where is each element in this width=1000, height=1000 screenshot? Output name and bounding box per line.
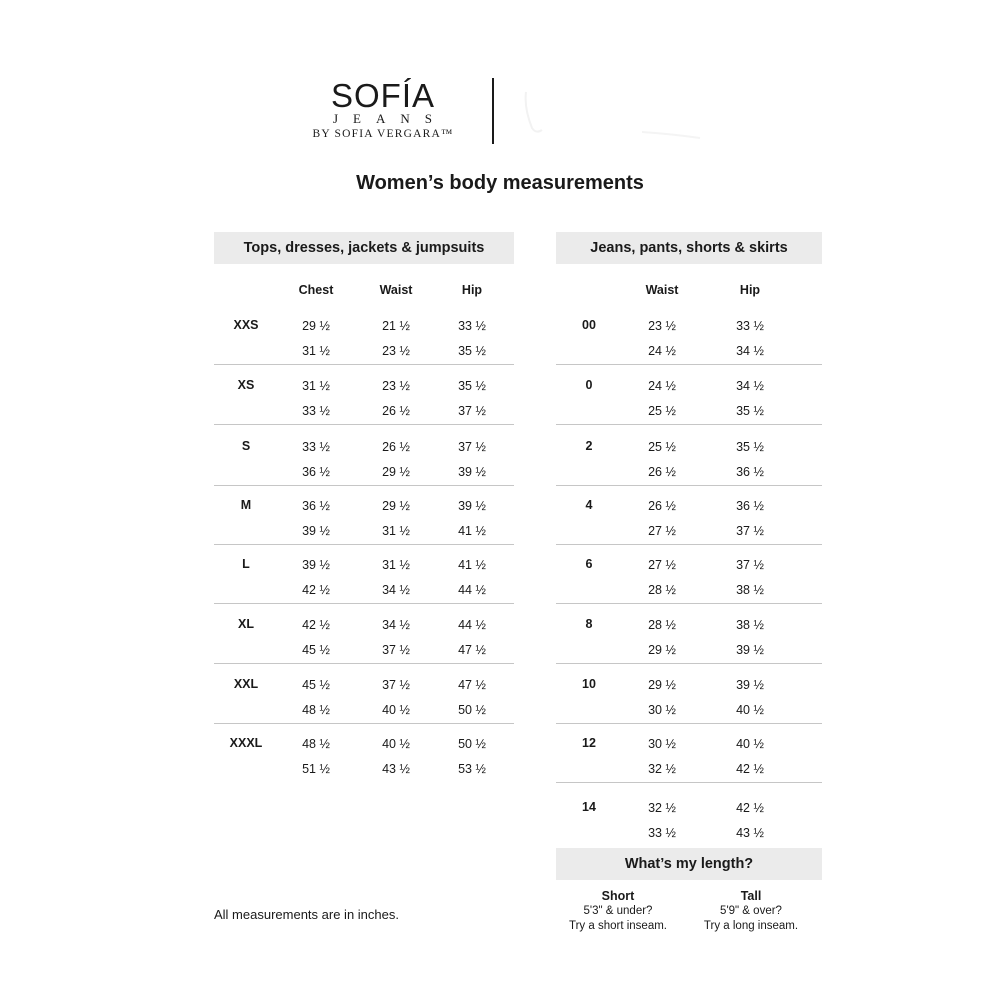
size-label: XS bbox=[237, 378, 255, 392]
bottoms-panel-header: Jeans, pants, shorts & skirts bbox=[556, 232, 822, 264]
bottoms-hip-max: 42 ½ bbox=[736, 762, 764, 776]
bottoms-hip-max: 37 ½ bbox=[736, 524, 764, 538]
bottoms-waist-min: 24 ½ bbox=[648, 379, 676, 393]
brand-logo bbox=[298, 77, 468, 142]
tops-size-row bbox=[214, 543, 514, 604]
tops-waist-max: 40 ½ bbox=[382, 703, 410, 717]
bottoms-waist-min: 30 ½ bbox=[648, 737, 676, 751]
bottoms-waist-min: 25 ½ bbox=[648, 440, 676, 454]
bottoms-waist-min: 23 ½ bbox=[648, 319, 676, 333]
bottoms-hip-min: 36 ½ bbox=[736, 499, 764, 513]
tops-waist-min: 40 ½ bbox=[382, 737, 410, 751]
bottoms-col-waist: Waist bbox=[645, 283, 679, 297]
tops-chest-max: 36 ½ bbox=[302, 465, 330, 479]
tops-waist-min: 31 ½ bbox=[382, 558, 410, 572]
page-title: Women’s body measurements bbox=[356, 172, 644, 194]
tops-chest-max: 39 ½ bbox=[302, 524, 330, 538]
tops-waist-max: 34 ½ bbox=[382, 583, 410, 597]
tops-hip-max: 53 ½ bbox=[458, 762, 486, 776]
bottoms-waist-max: 24 ½ bbox=[648, 344, 676, 358]
bottoms-size-row bbox=[556, 364, 822, 425]
size-label: 0 bbox=[585, 378, 593, 392]
tops-size-row bbox=[214, 484, 514, 545]
tops-hip-min: 39 ½ bbox=[458, 499, 486, 513]
size-label: XXL bbox=[233, 677, 259, 691]
bottoms-waist-max: 33 ½ bbox=[648, 826, 676, 840]
tops-size-row bbox=[214, 663, 514, 724]
tops-chest-min: 42 ½ bbox=[302, 618, 330, 632]
bottoms-hip-min: 34 ½ bbox=[736, 379, 764, 393]
tops-chest-max: 33 ½ bbox=[302, 404, 330, 418]
tops-chest-min: 45 ½ bbox=[302, 678, 330, 692]
tops-waist-max: 37 ½ bbox=[382, 643, 410, 657]
tops-waist-min: 34 ½ bbox=[382, 618, 410, 632]
tops-size-row bbox=[214, 304, 514, 365]
size-label: 00 bbox=[582, 318, 596, 332]
bottoms-hip-min: 33 ½ bbox=[736, 319, 764, 333]
length-tall-line1: 5'9" & over? bbox=[720, 905, 782, 917]
tops-hip-min: 35 ½ bbox=[458, 379, 486, 393]
bottoms-waist-min: 32 ½ bbox=[648, 801, 676, 815]
tops-waist-min: 21 ½ bbox=[382, 319, 410, 333]
bottoms-hip-max: 38 ½ bbox=[736, 583, 764, 597]
tops-hip-min: 33 ½ bbox=[458, 319, 486, 333]
bottoms-waist-min: 26 ½ bbox=[648, 499, 676, 513]
bottoms-size-row bbox=[556, 786, 822, 846]
bottoms-waist-max: 26 ½ bbox=[648, 465, 676, 479]
brand-byline: BY SOFIA VERGARA™ bbox=[312, 128, 454, 140]
brand-line2: JEANS bbox=[332, 111, 447, 126]
tops-size-row bbox=[214, 425, 514, 486]
tops-hip-min: 41 ½ bbox=[458, 558, 486, 572]
size-label: XXXL bbox=[229, 736, 263, 750]
tops-chest-min: 48 ½ bbox=[302, 737, 330, 751]
tops-hip-max: 37 ½ bbox=[458, 404, 486, 418]
tops-waist-max: 43 ½ bbox=[382, 762, 410, 776]
bottoms-size-row bbox=[556, 603, 822, 664]
bottoms-waist-max: 32 ½ bbox=[648, 762, 676, 776]
bottoms-hip-max: 40 ½ bbox=[736, 703, 764, 717]
size-label: L bbox=[242, 557, 250, 571]
bottoms-waist-max: 25 ½ bbox=[648, 404, 676, 418]
bottoms-waist-max: 27 ½ bbox=[648, 524, 676, 538]
tops-col-hip: Hip bbox=[461, 283, 483, 297]
tops-chest-min: 29 ½ bbox=[302, 319, 330, 333]
bottoms-hip-min: 38 ½ bbox=[736, 618, 764, 632]
tops-waist-max: 29 ½ bbox=[382, 465, 410, 479]
units-note: All measurements are in inches. bbox=[214, 907, 399, 922]
size-label: 8 bbox=[585, 617, 593, 631]
size-label: M bbox=[240, 498, 252, 512]
tops-waist-min: 26 ½ bbox=[382, 440, 410, 454]
bottoms-waist-max: 28 ½ bbox=[648, 583, 676, 597]
tops-waist-min: 29 ½ bbox=[382, 499, 410, 513]
size-label: 4 bbox=[585, 498, 593, 512]
tops-chest-min: 36 ½ bbox=[302, 499, 330, 513]
length-short-title: Short bbox=[601, 889, 635, 903]
tops-panel-header: Tops, dresses, jackets & jumpsuits bbox=[214, 232, 514, 264]
bottoms-hip-min: 40 ½ bbox=[736, 737, 764, 751]
tops-hip-max: 41 ½ bbox=[458, 524, 486, 538]
tops-size-row bbox=[214, 603, 514, 664]
tops-chest-max: 48 ½ bbox=[302, 703, 330, 717]
bottoms-hip-min: 37 ½ bbox=[736, 558, 764, 572]
size-label: 10 bbox=[582, 677, 596, 691]
bottoms-size-row bbox=[556, 663, 822, 724]
size-label: 6 bbox=[585, 557, 593, 571]
tops-size-row bbox=[214, 364, 514, 425]
tops-col-chest: Chest bbox=[298, 283, 334, 297]
tops-chest-max: 31 ½ bbox=[302, 344, 330, 358]
tops-hip-max: 50 ½ bbox=[458, 703, 486, 717]
tops-waist-min: 37 ½ bbox=[382, 678, 410, 692]
bottoms-size-row bbox=[556, 543, 822, 604]
length-short-line1: 5'3" & under? bbox=[583, 905, 653, 917]
tops-hip-min: 50 ½ bbox=[458, 737, 486, 751]
faded-partner-logo-icon bbox=[522, 88, 702, 144]
bottoms-col-hip: Hip bbox=[739, 283, 761, 297]
tops-size-row bbox=[214, 722, 514, 782]
bottoms-size-row bbox=[556, 304, 822, 365]
size-label: XL bbox=[238, 617, 254, 631]
tops-hip-max: 39 ½ bbox=[458, 465, 486, 479]
bottoms-waist-min: 27 ½ bbox=[648, 558, 676, 572]
tops-hip-max: 47 ½ bbox=[458, 643, 486, 657]
tops-waist-max: 26 ½ bbox=[382, 404, 410, 418]
tops-hip-min: 37 ½ bbox=[458, 440, 486, 454]
length-short-line2: Try a short inseam. bbox=[569, 920, 667, 932]
bottoms-hip-max: 35 ½ bbox=[736, 404, 764, 418]
bottoms-hip-min: 42 ½ bbox=[736, 801, 764, 815]
bottoms-hip-min: 39 ½ bbox=[736, 678, 764, 692]
bottoms-size-row bbox=[556, 722, 822, 783]
tops-waist-min: 23 ½ bbox=[382, 379, 410, 393]
bottoms-waist-max: 29 ½ bbox=[648, 643, 676, 657]
bottoms-size-row bbox=[556, 425, 822, 486]
tops-hip-min: 47 ½ bbox=[458, 678, 486, 692]
tops-chest-max: 51 ½ bbox=[302, 762, 330, 776]
tops-chest-max: 45 ½ bbox=[302, 643, 330, 657]
bottoms-waist-min: 28 ½ bbox=[648, 618, 676, 632]
bottoms-hip-min: 35 ½ bbox=[736, 440, 764, 454]
size-label: 12 bbox=[582, 736, 596, 750]
bottoms-hip-max: 43 ½ bbox=[736, 826, 764, 840]
length-panel-header: What’s my length? bbox=[556, 848, 822, 880]
tops-chest-max: 42 ½ bbox=[302, 583, 330, 597]
bottoms-size-row bbox=[556, 484, 822, 545]
tops-chest-min: 31 ½ bbox=[302, 379, 330, 393]
tops-col-waist: Waist bbox=[379, 283, 413, 297]
tops-hip-max: 44 ½ bbox=[458, 583, 486, 597]
size-label: 2 bbox=[585, 439, 593, 453]
length-tall-title: Tall bbox=[740, 889, 762, 903]
bottoms-hip-max: 39 ½ bbox=[736, 643, 764, 657]
tops-waist-max: 23 ½ bbox=[382, 344, 410, 358]
tops-chest-min: 33 ½ bbox=[302, 440, 330, 454]
tops-hip-max: 35 ½ bbox=[458, 344, 486, 358]
bottoms-waist-min: 29 ½ bbox=[648, 678, 676, 692]
size-label: 14 bbox=[582, 800, 596, 814]
tops-hip-min: 44 ½ bbox=[458, 618, 486, 632]
size-label: XXS bbox=[233, 318, 259, 332]
length-tall-line2: Try a long inseam. bbox=[703, 920, 799, 932]
size-label: S bbox=[241, 439, 251, 453]
bottoms-hip-max: 34 ½ bbox=[736, 344, 764, 358]
length-tall bbox=[676, 889, 826, 934]
length-short bbox=[543, 889, 693, 934]
logo-divider bbox=[492, 78, 494, 144]
brand-name: SOFÍA bbox=[330, 77, 436, 114]
bottoms-waist-max: 30 ½ bbox=[648, 703, 676, 717]
bottoms-hip-max: 36 ½ bbox=[736, 465, 764, 479]
tops-chest-min: 39 ½ bbox=[302, 558, 330, 572]
tops-waist-max: 31 ½ bbox=[382, 524, 410, 538]
